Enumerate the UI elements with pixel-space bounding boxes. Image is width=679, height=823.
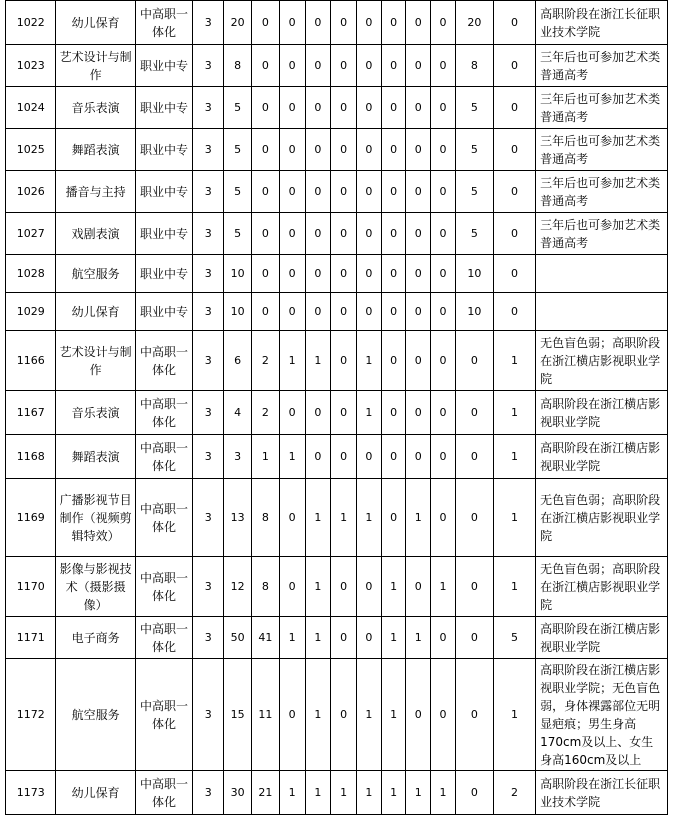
cell-years: 3 [193, 87, 224, 129]
cell-major-name: 影像与影视技术（摄影摄像） [56, 557, 135, 617]
cell-col-9: 0 [431, 1, 456, 45]
cell-col-7: 1 [381, 557, 406, 617]
cell-school-type: 职业中专 [135, 293, 193, 331]
cell-col-9: 0 [431, 479, 456, 557]
cell-col-7: 1 [381, 771, 406, 815]
cell-col-2: 0 [252, 45, 280, 87]
cell-col-11: 1 [493, 557, 535, 617]
cell-col-7: 0 [381, 331, 406, 391]
cell-school-type: 中高职一体化 [135, 435, 193, 479]
cell-col-4: 0 [305, 391, 331, 435]
cell-school-type: 中高职一体化 [135, 479, 193, 557]
cell-col-5: 0 [331, 617, 357, 659]
cell-major-name: 音乐表演 [56, 391, 135, 435]
cell-years: 3 [193, 391, 224, 435]
cell-col-3: 0 [279, 213, 305, 255]
cell-plan-total: 5 [224, 213, 252, 255]
cell-col-9: 0 [431, 391, 456, 435]
cell-code: 1025 [6, 129, 56, 171]
cell-years: 3 [193, 45, 224, 87]
cell-col-6: 0 [357, 213, 382, 255]
cell-col-8: 0 [406, 45, 431, 87]
cell-col-7: 1 [381, 659, 406, 771]
cell-col-4: 0 [305, 171, 331, 213]
cell-col-8: 0 [406, 129, 431, 171]
cell-major-name: 航空服务 [56, 255, 135, 293]
cell-years: 3 [193, 255, 224, 293]
cell-col-8: 0 [406, 557, 431, 617]
cell-col-5: 0 [331, 659, 357, 771]
cell-col-4: 0 [305, 87, 331, 129]
cell-col-10: 5 [455, 171, 493, 213]
cell-col-10: 0 [455, 331, 493, 391]
cell-note: 高职阶段在浙江横店影视职业学院 [536, 435, 668, 479]
cell-col-6: 0 [357, 557, 382, 617]
cell-col-2: 41 [252, 617, 280, 659]
cell-years: 3 [193, 659, 224, 771]
cell-school-type: 职业中专 [135, 213, 193, 255]
cell-col-5: 0 [331, 331, 357, 391]
cell-col-3: 0 [279, 659, 305, 771]
cell-col-11: 0 [493, 255, 535, 293]
cell-code: 1171 [6, 617, 56, 659]
cell-col-7: 0 [381, 293, 406, 331]
cell-code: 1023 [6, 45, 56, 87]
cell-col-9: 0 [431, 617, 456, 659]
cell-col-3: 0 [279, 255, 305, 293]
cell-col-11: 1 [493, 331, 535, 391]
cell-col-10: 10 [455, 293, 493, 331]
cell-col-2: 0 [252, 87, 280, 129]
table-row [6, 45, 668, 87]
cell-col-4: 1 [305, 617, 331, 659]
cell-col-5: 0 [331, 45, 357, 87]
cell-col-5: 0 [331, 213, 357, 255]
cell-col-7: 0 [381, 171, 406, 213]
cell-major-name: 艺术设计与制作 [56, 331, 135, 391]
cell-major-name: 航空服务 [56, 659, 135, 771]
cell-plan-total: 13 [224, 479, 252, 557]
cell-school-type: 职业中专 [135, 255, 193, 293]
cell-col-3: 0 [279, 45, 305, 87]
cell-major-name: 幼儿保育 [56, 293, 135, 331]
cell-years: 3 [193, 293, 224, 331]
cell-col-11: 0 [493, 129, 535, 171]
cell-note: 高职阶段在浙江长征职业技术学院 [536, 771, 668, 815]
cell-col-5: 0 [331, 129, 357, 171]
cell-col-3: 1 [279, 771, 305, 815]
cell-school-type: 职业中专 [135, 129, 193, 171]
table-body [6, 1, 668, 815]
cell-col-8: 0 [406, 1, 431, 45]
cell-col-4: 0 [305, 293, 331, 331]
cell-col-9: 0 [431, 45, 456, 87]
cell-col-11: 0 [493, 1, 535, 45]
cell-col-3: 0 [279, 293, 305, 331]
table-row [6, 255, 668, 293]
cell-col-6: 0 [357, 171, 382, 213]
cell-note: 高职阶段在浙江长征职业技术学院 [536, 1, 668, 45]
cell-major-name: 艺术设计与制作 [56, 45, 135, 87]
cell-col-11: 0 [493, 45, 535, 87]
cell-plan-total: 10 [224, 293, 252, 331]
cell-col-9: 0 [431, 331, 456, 391]
cell-note: 高职阶段在浙江横店影视职业学院 [536, 617, 668, 659]
cell-school-type: 中高职一体化 [135, 391, 193, 435]
cell-col-11: 0 [493, 293, 535, 331]
cell-col-10: 0 [455, 557, 493, 617]
cell-school-type: 职业中专 [135, 87, 193, 129]
cell-note: 三年后也可参加艺术类普通高考 [536, 129, 668, 171]
cell-code: 1027 [6, 213, 56, 255]
cell-col-9: 0 [431, 255, 456, 293]
cell-col-4: 0 [305, 45, 331, 87]
cell-plan-total: 10 [224, 255, 252, 293]
cell-plan-total: 50 [224, 617, 252, 659]
cell-years: 3 [193, 771, 224, 815]
cell-col-8: 0 [406, 659, 431, 771]
cell-plan-total: 15 [224, 659, 252, 771]
cell-col-6: 1 [357, 391, 382, 435]
cell-col-4: 0 [305, 255, 331, 293]
cell-col-6: 0 [357, 1, 382, 45]
cell-col-2: 21 [252, 771, 280, 815]
cell-plan-total: 20 [224, 1, 252, 45]
table-row [6, 293, 668, 331]
cell-col-7: 0 [381, 87, 406, 129]
cell-col-4: 1 [305, 479, 331, 557]
cell-col-10: 0 [455, 771, 493, 815]
cell-col-7: 0 [381, 255, 406, 293]
cell-school-type: 职业中专 [135, 45, 193, 87]
cell-years: 3 [193, 617, 224, 659]
cell-years: 3 [193, 171, 224, 213]
cell-major-name: 幼儿保育 [56, 771, 135, 815]
cell-col-10: 5 [455, 213, 493, 255]
cell-col-8: 1 [406, 617, 431, 659]
cell-plan-total: 12 [224, 557, 252, 617]
cell-col-2: 2 [252, 331, 280, 391]
cell-col-8: 0 [406, 255, 431, 293]
cell-col-4: 1 [305, 331, 331, 391]
cell-code: 1167 [6, 391, 56, 435]
cell-col-2: 0 [252, 255, 280, 293]
cell-school-type: 中高职一体化 [135, 331, 193, 391]
cell-col-10: 5 [455, 87, 493, 129]
cell-col-9: 0 [431, 293, 456, 331]
cell-col-9: 0 [431, 435, 456, 479]
cell-col-5: 1 [331, 479, 357, 557]
cell-col-10: 0 [455, 659, 493, 771]
cell-col-4: 0 [305, 1, 331, 45]
cell-col-9: 0 [431, 87, 456, 129]
cell-col-3: 0 [279, 391, 305, 435]
cell-code: 1028 [6, 255, 56, 293]
cell-col-7: 1 [381, 617, 406, 659]
cell-col-3: 0 [279, 1, 305, 45]
cell-col-6: 0 [357, 435, 382, 479]
cell-major-name: 幼儿保育 [56, 1, 135, 45]
cell-code: 1172 [6, 659, 56, 771]
cell-note: 三年后也可参加艺术类普通高考 [536, 87, 668, 129]
cell-years: 3 [193, 1, 224, 45]
cell-col-10: 0 [455, 435, 493, 479]
table-row [6, 659, 668, 771]
cell-col-11: 1 [493, 435, 535, 479]
table-row [6, 479, 668, 557]
cell-col-11: 0 [493, 87, 535, 129]
cell-code: 1168 [6, 435, 56, 479]
cell-col-6: 1 [357, 659, 382, 771]
cell-col-3: 0 [279, 129, 305, 171]
cell-plan-total: 6 [224, 331, 252, 391]
table-row [6, 129, 668, 171]
cell-col-2: 0 [252, 171, 280, 213]
cell-note: 三年后也可参加艺术类普通高考 [536, 45, 668, 87]
cell-col-6: 1 [357, 771, 382, 815]
cell-col-7: 0 [381, 129, 406, 171]
cell-note: 无色盲色弱；高职阶段在浙江横店影视职业学院 [536, 557, 668, 617]
cell-col-5: 0 [331, 391, 357, 435]
cell-col-3: 0 [279, 557, 305, 617]
cell-col-9: 0 [431, 213, 456, 255]
cell-col-3: 0 [279, 479, 305, 557]
cell-col-7: 0 [381, 213, 406, 255]
cell-note [536, 293, 668, 331]
table-row [6, 557, 668, 617]
cell-col-5: 0 [331, 435, 357, 479]
cell-col-5: 0 [331, 87, 357, 129]
cell-col-11: 1 [493, 479, 535, 557]
cell-col-11: 1 [493, 391, 535, 435]
cell-note [536, 255, 668, 293]
cell-col-6: 0 [357, 293, 382, 331]
cell-col-6: 0 [357, 87, 382, 129]
cell-col-8: 1 [406, 771, 431, 815]
cell-col-2: 2 [252, 391, 280, 435]
cell-col-4: 0 [305, 213, 331, 255]
cell-col-4: 1 [305, 771, 331, 815]
cell-plan-total: 8 [224, 45, 252, 87]
cell-col-8: 0 [406, 171, 431, 213]
cell-col-2: 1 [252, 435, 280, 479]
cell-major-name: 舞蹈表演 [56, 435, 135, 479]
cell-col-2: 0 [252, 129, 280, 171]
cell-col-8: 0 [406, 391, 431, 435]
cell-plan-total: 5 [224, 171, 252, 213]
cell-school-type: 中高职一体化 [135, 771, 193, 815]
cell-col-8: 0 [406, 293, 431, 331]
cell-years: 3 [193, 435, 224, 479]
table-row [6, 391, 668, 435]
cell-col-2: 0 [252, 1, 280, 45]
cell-code: 1170 [6, 557, 56, 617]
cell-col-8: 0 [406, 435, 431, 479]
enrollment-plan-table [5, 0, 668, 815]
enrollment-table-sheet [5, 0, 668, 815]
cell-col-10: 10 [455, 255, 493, 293]
table-row [6, 617, 668, 659]
cell-col-9: 0 [431, 659, 456, 771]
cell-col-6: 1 [357, 479, 382, 557]
cell-col-2: 0 [252, 213, 280, 255]
cell-code: 1169 [6, 479, 56, 557]
cell-plan-total: 4 [224, 391, 252, 435]
cell-col-2: 8 [252, 557, 280, 617]
cell-code: 1024 [6, 87, 56, 129]
cell-note: 无色盲色弱；高职阶段在浙江横店影视职业学院 [536, 479, 668, 557]
cell-major-name: 广播影视节目制作（视频剪辑特效） [56, 479, 135, 557]
cell-plan-total: 5 [224, 129, 252, 171]
cell-note: 无色盲色弱；高职阶段在浙江横店影视职业学院 [536, 331, 668, 391]
cell-plan-total: 30 [224, 771, 252, 815]
cell-years: 3 [193, 213, 224, 255]
cell-code: 1029 [6, 293, 56, 331]
cell-col-7: 0 [381, 45, 406, 87]
cell-years: 3 [193, 479, 224, 557]
cell-school-type: 中高职一体化 [135, 1, 193, 45]
cell-years: 3 [193, 129, 224, 171]
cell-col-10: 20 [455, 1, 493, 45]
cell-col-5: 0 [331, 255, 357, 293]
cell-col-11: 0 [493, 213, 535, 255]
cell-note: 高职阶段在浙江横店影视职业学院；无色盲色弱，身体裸露部位无明显疤痕；男生身高170cm及以上、女生身高160cm及以上 [536, 659, 668, 771]
cell-col-11: 1 [493, 659, 535, 771]
cell-col-6: 0 [357, 617, 382, 659]
cell-col-5: 0 [331, 1, 357, 45]
cell-col-6: 1 [357, 331, 382, 391]
cell-col-2: 8 [252, 479, 280, 557]
cell-col-10: 8 [455, 45, 493, 87]
cell-col-3: 1 [279, 435, 305, 479]
cell-col-6: 0 [357, 129, 382, 171]
cell-school-type: 中高职一体化 [135, 659, 193, 771]
cell-code: 1022 [6, 1, 56, 45]
table-row [6, 771, 668, 815]
cell-col-3: 0 [279, 87, 305, 129]
cell-col-11: 5 [493, 617, 535, 659]
cell-plan-total: 5 [224, 87, 252, 129]
table-row [6, 87, 668, 129]
cell-col-7: 0 [381, 1, 406, 45]
cell-school-type: 中高职一体化 [135, 557, 193, 617]
cell-col-3: 1 [279, 617, 305, 659]
cell-code: 1173 [6, 771, 56, 815]
cell-col-6: 0 [357, 45, 382, 87]
cell-col-5: 0 [331, 557, 357, 617]
cell-major-name: 戏剧表演 [56, 213, 135, 255]
cell-note: 高职阶段在浙江横店影视职业学院 [536, 391, 668, 435]
cell-col-5: 1 [331, 771, 357, 815]
cell-code: 1026 [6, 171, 56, 213]
cell-col-7: 0 [381, 479, 406, 557]
cell-col-2: 11 [252, 659, 280, 771]
cell-major-name: 舞蹈表演 [56, 129, 135, 171]
table-row [6, 331, 668, 391]
cell-major-name: 音乐表演 [56, 87, 135, 129]
cell-col-9: 1 [431, 557, 456, 617]
cell-plan-total: 3 [224, 435, 252, 479]
cell-col-3: 0 [279, 171, 305, 213]
cell-col-8: 1 [406, 479, 431, 557]
cell-school-type: 中高职一体化 [135, 617, 193, 659]
cell-col-5: 0 [331, 293, 357, 331]
cell-col-3: 1 [279, 331, 305, 391]
cell-col-7: 0 [381, 435, 406, 479]
cell-col-9: 0 [431, 129, 456, 171]
cell-col-9: 0 [431, 171, 456, 213]
cell-col-8: 0 [406, 87, 431, 129]
cell-years: 3 [193, 331, 224, 391]
cell-major-name: 播音与主持 [56, 171, 135, 213]
table-row [6, 435, 668, 479]
cell-col-11: 2 [493, 771, 535, 815]
cell-col-7: 0 [381, 391, 406, 435]
table-row [6, 171, 668, 213]
cell-col-4: 1 [305, 659, 331, 771]
cell-col-4: 0 [305, 129, 331, 171]
cell-school-type: 职业中专 [135, 171, 193, 213]
cell-col-5: 0 [331, 171, 357, 213]
cell-col-10: 0 [455, 617, 493, 659]
table-row [6, 1, 668, 45]
cell-col-6: 0 [357, 255, 382, 293]
cell-col-10: 5 [455, 129, 493, 171]
cell-code: 1166 [6, 331, 56, 391]
cell-col-2: 0 [252, 293, 280, 331]
table-row [6, 213, 668, 255]
cell-years: 3 [193, 557, 224, 617]
cell-note: 三年后也可参加艺术类普通高考 [536, 213, 668, 255]
cell-col-8: 0 [406, 331, 431, 391]
cell-col-4: 1 [305, 557, 331, 617]
cell-col-10: 0 [455, 479, 493, 557]
cell-col-11: 0 [493, 171, 535, 213]
cell-col-4: 0 [305, 435, 331, 479]
cell-col-8: 0 [406, 213, 431, 255]
cell-note: 三年后也可参加艺术类普通高考 [536, 171, 668, 213]
cell-col-9: 1 [431, 771, 456, 815]
cell-col-10: 0 [455, 391, 493, 435]
cell-major-name: 电子商务 [56, 617, 135, 659]
